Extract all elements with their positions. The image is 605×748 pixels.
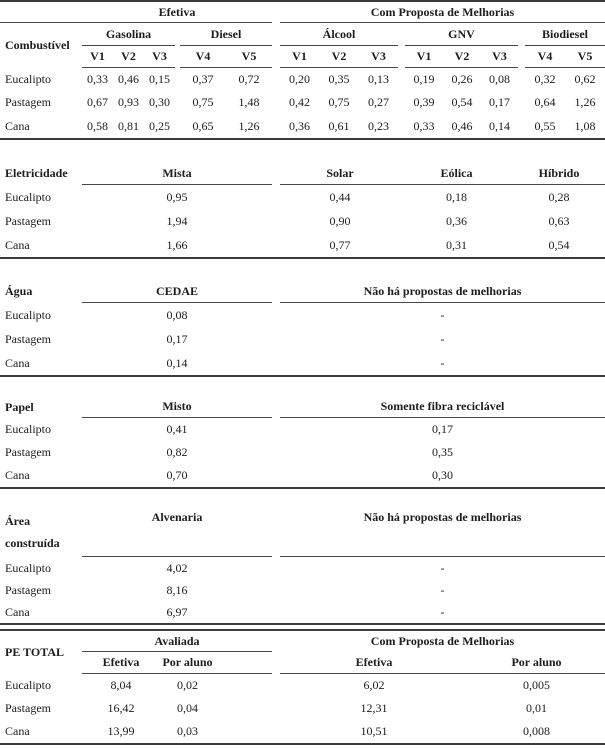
section-label-eletricidade: Eletricidade bbox=[5, 166, 68, 180]
row-label: Cana bbox=[5, 604, 30, 619]
cell-value: 16,42 bbox=[107, 701, 135, 715]
column-header-cedae: CEDAE bbox=[82, 280, 272, 303]
row-label: Cana bbox=[5, 355, 30, 370]
column-gap bbox=[272, 68, 280, 91]
cell-value: 0,04 bbox=[177, 701, 198, 715]
column-header-alvenaria: Alvenaria bbox=[82, 508, 272, 557]
row-label: Pastagem bbox=[5, 331, 51, 346]
cell-value: 0,30 bbox=[432, 468, 453, 482]
filler-cell bbox=[215, 720, 272, 743]
cell-value: 0,17 bbox=[489, 95, 510, 109]
group-header-com-proposta: Com Proposta de Melhorias bbox=[370, 634, 515, 648]
row-label: Pastagem bbox=[5, 701, 51, 715]
column-gap bbox=[272, 209, 280, 233]
row-label: Cana bbox=[5, 118, 30, 133]
corner-spacer bbox=[0, 2, 82, 23]
cell-value: 0,008 bbox=[523, 724, 550, 738]
column-gap bbox=[272, 185, 280, 209]
cell-value: 0,55 bbox=[534, 118, 556, 133]
column-header-v: V1 bbox=[280, 46, 319, 68]
cell-value: - bbox=[440, 560, 445, 575]
column-header-v: V3 bbox=[359, 46, 398, 68]
column-header-solar: Solar bbox=[280, 162, 400, 185]
cell-value: - bbox=[440, 582, 445, 597]
cell-value: 0,81 bbox=[118, 118, 139, 133]
cell-value: 0,54 bbox=[548, 237, 570, 252]
column-header-v: V5 bbox=[565, 46, 605, 68]
cell-value: 0,39 bbox=[413, 95, 435, 109]
row-label: Eucalipto bbox=[5, 422, 51, 436]
column-header-por-aluno: Por aluno bbox=[160, 652, 215, 674]
cell-value: - bbox=[440, 307, 445, 322]
cell-value: 0,70 bbox=[166, 468, 188, 482]
cell-value: 10,51 bbox=[360, 724, 388, 738]
column-header-v: V3 bbox=[481, 46, 518, 68]
cell-value: 12,31 bbox=[360, 701, 388, 715]
cell-value: 0,32 bbox=[534, 72, 556, 86]
column-gap bbox=[272, 441, 280, 464]
cell-value: 0,72 bbox=[238, 72, 260, 86]
cell-value: 0,37 bbox=[192, 72, 214, 86]
cell-value: 0,44 bbox=[329, 189, 351, 204]
column-gap bbox=[272, 351, 280, 375]
column-gap bbox=[272, 303, 280, 327]
cell-value: 0,20 bbox=[289, 72, 310, 86]
cell-value: 0,08 bbox=[489, 72, 510, 86]
column-gap bbox=[272, 23, 280, 46]
cell-value: 0,15 bbox=[149, 72, 170, 86]
group-header-gnv: GNV bbox=[405, 23, 518, 46]
column-gap bbox=[272, 579, 280, 601]
cell-value: 0,67 bbox=[87, 95, 108, 109]
column-gap bbox=[398, 23, 405, 46]
column-header-sem-propostas: Não há propostas de melhorias bbox=[280, 508, 605, 557]
cell-value: 0,63 bbox=[548, 213, 570, 228]
section-papel bbox=[0, 396, 605, 489]
group-header-efetiva: Efetiva bbox=[82, 2, 272, 23]
column-gap bbox=[272, 46, 280, 68]
cell-value: 0,54 bbox=[451, 95, 473, 109]
section-pe-total bbox=[0, 629, 605, 745]
group-header-avaliada: Avaliada bbox=[82, 631, 272, 652]
column-gap bbox=[272, 464, 280, 487]
cell-value: 0,33 bbox=[413, 118, 435, 133]
column-gap bbox=[272, 327, 280, 351]
cell-value: 0,02 bbox=[177, 678, 198, 692]
cell-value: 1,66 bbox=[166, 237, 188, 252]
cell-value: 0,42 bbox=[289, 95, 310, 109]
row-label: Eucalipto bbox=[5, 307, 51, 322]
cell-value: 0,58 bbox=[87, 118, 108, 133]
cell-value: 0,90 bbox=[329, 213, 351, 228]
column-header-misto: Misto bbox=[82, 396, 272, 418]
section-area-construida bbox=[0, 508, 605, 625]
row-label: Pastagem bbox=[5, 445, 51, 459]
column-gap bbox=[518, 23, 525, 46]
row-label: Cana bbox=[5, 724, 30, 738]
group-header-alcool: Álcool bbox=[280, 23, 398, 46]
column-gap bbox=[272, 601, 280, 623]
column-header-v: V4 bbox=[525, 46, 565, 68]
column-gap bbox=[272, 631, 280, 652]
cell-value: 0,17 bbox=[432, 422, 453, 436]
cell-value: 0,77 bbox=[329, 237, 351, 252]
cell-value: 0,14 bbox=[166, 355, 188, 370]
cell-value: 0,26 bbox=[451, 72, 473, 86]
column-gap bbox=[272, 557, 280, 579]
filler-cell bbox=[215, 697, 272, 720]
cell-value: 0,61 bbox=[328, 118, 350, 133]
section-label-line: Área bbox=[5, 514, 31, 528]
column-header-v: V1 bbox=[82, 46, 113, 68]
column-gap bbox=[272, 508, 280, 557]
cell-value: 0,23 bbox=[368, 118, 389, 133]
column-header-v: V3 bbox=[144, 46, 175, 68]
column-gap bbox=[518, 91, 525, 114]
column-gap bbox=[272, 697, 280, 720]
cell-value: 0,33 bbox=[87, 72, 108, 86]
cell-value: 6,97 bbox=[166, 604, 188, 619]
column-gap bbox=[272, 233, 280, 257]
cell-value: 0,19 bbox=[413, 72, 435, 86]
cell-value: 0,75 bbox=[328, 95, 350, 109]
column-header-v: V2 bbox=[113, 46, 144, 68]
cell-value: 1,94 bbox=[166, 213, 188, 228]
column-gap bbox=[272, 418, 280, 441]
cell-value: 6,02 bbox=[363, 678, 385, 692]
cell-value: 0,03 bbox=[177, 724, 198, 738]
column-gap bbox=[272, 114, 280, 138]
column-header-v: V5 bbox=[226, 46, 272, 68]
cell-value: 1,26 bbox=[238, 118, 260, 133]
cell-value: 0,08 bbox=[166, 307, 188, 322]
column-gap bbox=[272, 720, 280, 743]
row-label: Pastagem bbox=[5, 95, 51, 109]
section-label-papel: Papel bbox=[5, 399, 34, 414]
column-gap bbox=[518, 68, 525, 91]
column-header-hibrido: Híbrido bbox=[513, 162, 605, 185]
group-header-com-proposta: Com Proposta de Melhorias bbox=[280, 2, 605, 23]
column-gap bbox=[398, 46, 405, 68]
cell-value: 0,82 bbox=[166, 445, 188, 459]
column-gap bbox=[272, 91, 280, 114]
cell-value: 0,35 bbox=[328, 72, 350, 86]
cell-value: 13,99 bbox=[107, 724, 135, 738]
cell-value: 0,36 bbox=[289, 118, 310, 133]
cell-value: 0,005 bbox=[523, 678, 550, 692]
section-label-combustivel: Combustível bbox=[5, 38, 70, 52]
cell-value: 8,16 bbox=[166, 582, 188, 597]
section-label-agua: Água bbox=[5, 284, 33, 298]
cell-value: 0,41 bbox=[166, 422, 188, 436]
row-label: Cana bbox=[5, 468, 30, 482]
column-gap bbox=[398, 91, 405, 114]
section-combustivel bbox=[0, 0, 605, 140]
cell-value: 0,17 bbox=[166, 331, 188, 346]
group-header-biodiesel: Biodiesel bbox=[525, 23, 605, 46]
row-label: Eucalipto bbox=[5, 560, 51, 575]
column-gap bbox=[272, 162, 280, 185]
filler-cell bbox=[215, 652, 272, 674]
cell-value: 0,28 bbox=[548, 189, 570, 204]
cell-value: 1,08 bbox=[574, 118, 596, 133]
section-agua bbox=[0, 280, 605, 377]
cell-value: 0,93 bbox=[118, 95, 139, 109]
column-header-v: V2 bbox=[443, 46, 481, 68]
cell-value: 4,02 bbox=[166, 560, 188, 575]
cell-value: 0,13 bbox=[368, 72, 389, 86]
column-gap bbox=[518, 46, 525, 68]
column-header-v: V1 bbox=[405, 46, 443, 68]
cell-value: 0,36 bbox=[446, 213, 467, 228]
cell-value: 0,14 bbox=[489, 118, 510, 133]
cell-value: 0,64 bbox=[534, 95, 556, 109]
section-label-area-construida bbox=[0, 508, 82, 557]
group-header-diesel: Diesel bbox=[180, 23, 272, 46]
column-header-sem-propostas: Não há propostas de melhorias bbox=[280, 280, 605, 303]
column-gap bbox=[518, 114, 525, 138]
column-gap bbox=[272, 652, 280, 674]
cell-value: 0,01 bbox=[526, 701, 547, 715]
column-gap bbox=[272, 280, 280, 303]
row-label: Eucalipto bbox=[5, 72, 51, 86]
column-header-v: V4 bbox=[180, 46, 226, 68]
section-label-pe-total: PE TOTAL bbox=[5, 645, 65, 659]
cell-value: 0,46 bbox=[118, 72, 139, 86]
cell-value: 0,46 bbox=[451, 118, 473, 133]
column-header-efetiva: Efetiva bbox=[82, 652, 160, 674]
filler-cell bbox=[215, 674, 272, 697]
cell-value: 1,48 bbox=[238, 95, 260, 109]
row-label: Cana bbox=[5, 237, 30, 252]
cell-value: 0,30 bbox=[149, 95, 170, 109]
cell-value: 0,95 bbox=[166, 189, 188, 204]
column-header-efetiva: Efetiva bbox=[280, 652, 468, 674]
column-header-v: V2 bbox=[319, 46, 359, 68]
section-label-line: construída bbox=[5, 536, 60, 550]
column-gap bbox=[272, 674, 280, 697]
cell-value: - bbox=[440, 331, 445, 346]
cell-value: 0,31 bbox=[446, 237, 467, 252]
column-header-mista: Mista bbox=[82, 162, 272, 185]
cell-value: 0,75 bbox=[192, 95, 214, 109]
cell-value: - bbox=[440, 604, 445, 619]
row-label: Eucalipto bbox=[5, 678, 51, 692]
cell-value: - bbox=[440, 355, 445, 370]
column-gap bbox=[272, 396, 280, 418]
cell-value: 0,27 bbox=[368, 95, 389, 109]
cell-value: 0,18 bbox=[446, 189, 467, 204]
cell-value: 1,26 bbox=[574, 95, 596, 109]
group-header-gasolina: Gasolina bbox=[82, 23, 175, 46]
column-gap bbox=[398, 114, 405, 138]
column-header-por-aluno: Por aluno bbox=[468, 652, 605, 674]
cell-value: 0,62 bbox=[574, 72, 596, 86]
row-label: Eucalipto bbox=[5, 189, 51, 204]
column-header-eolica: Eólica bbox=[400, 162, 513, 185]
column-gap bbox=[398, 68, 405, 91]
column-gap bbox=[272, 2, 280, 23]
cell-value: 0,35 bbox=[432, 445, 453, 459]
row-label: Pastagem bbox=[5, 213, 51, 228]
cell-value: 8,04 bbox=[110, 678, 132, 692]
column-header-fibra-reciclavel: Somente fibra reciclável bbox=[280, 396, 605, 418]
cell-value: 0,25 bbox=[149, 118, 170, 133]
section-eletricidade bbox=[0, 162, 605, 259]
cell-value: 0,65 bbox=[192, 118, 214, 133]
row-label: Pastagem bbox=[5, 582, 51, 597]
